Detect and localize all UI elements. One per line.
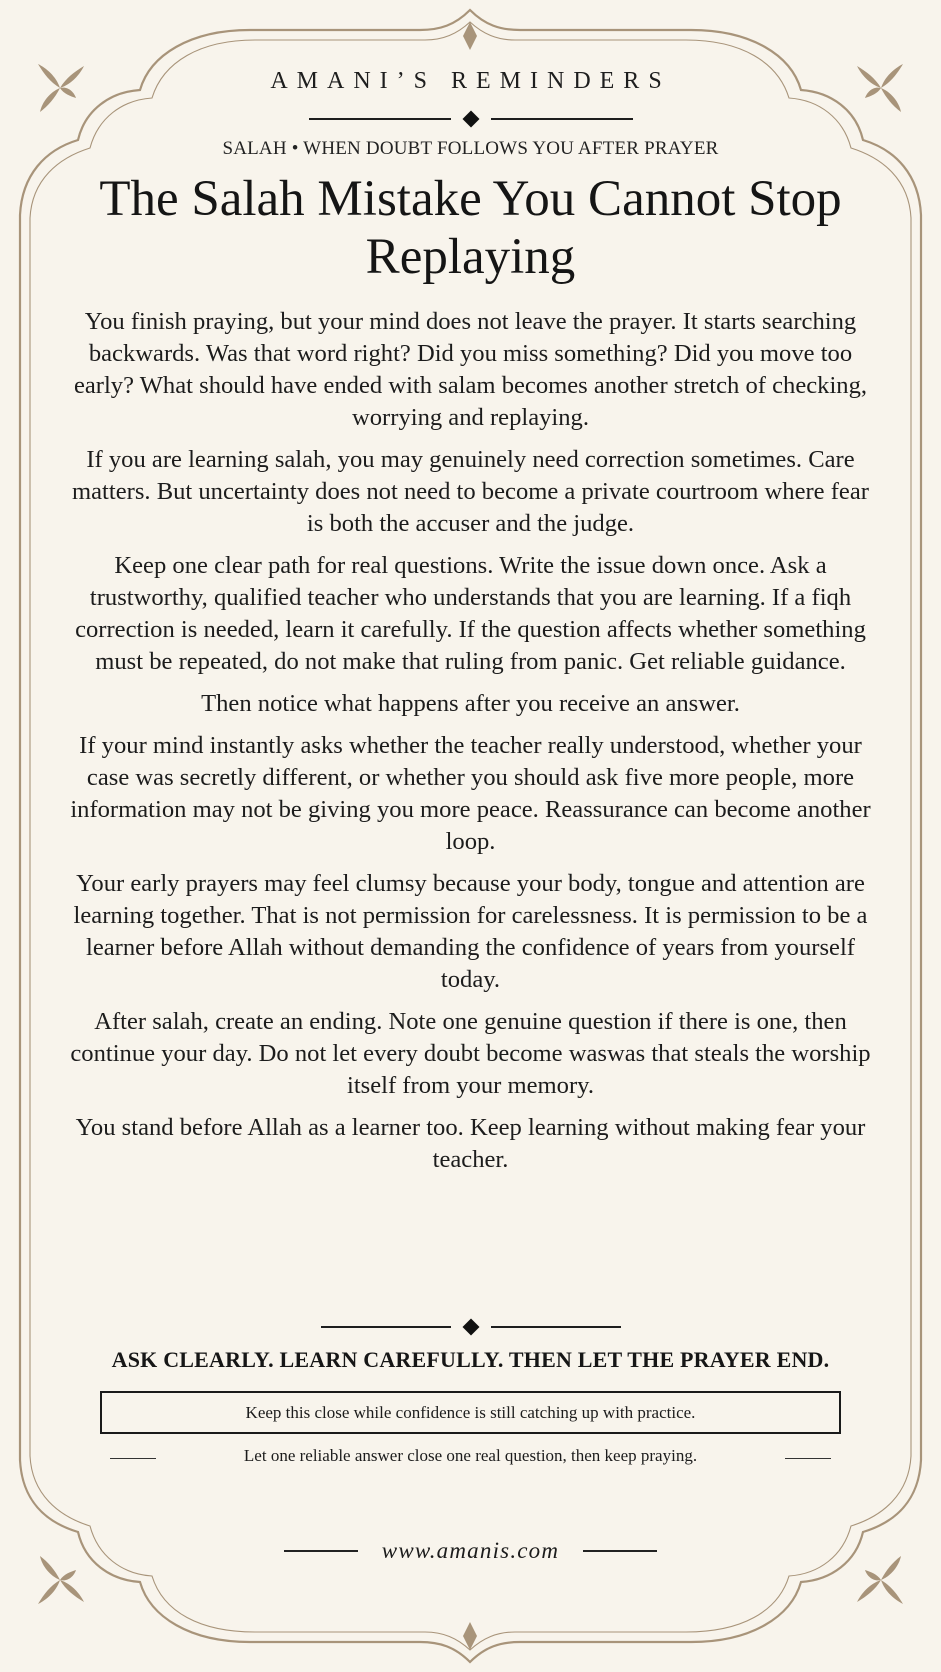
paragraph: Your early prayers may feel clumsy because your body, tongue and attention are learning together. That is not permission for carelessness. It is permission to be a learner before Allah without demanding the confidence of years from yourself today. [73,870,868,993]
keep-note: Keep this close while confidence is still catching up with practice. [245,1402,696,1422]
footer-divider [0,1321,941,1333]
divider-line [785,1458,831,1459]
divider-line [321,1326,451,1328]
divider-line [110,1458,156,1459]
paragraph: Then notice what happens after you receive an answer. [201,690,740,717]
paragraph: After salah, create an ending. Note one genuine question if there is one, then continue your day. Do not let every doubt become waswas that steals the worship itself from your memory. [70,1008,871,1099]
divider-line [491,1326,621,1328]
divider-line [284,1550,358,1551]
subtitle: SALAH • WHEN DOUBT FOLLOWS YOU AFTER PRAYER [222,138,719,159]
header-divider [0,113,941,125]
paragraph: You stand before Allah as a learner too. Keep learning without making fear your teacher. [75,1114,866,1173]
divider-line [309,118,451,120]
brand-name: AMANI’S REMINDERS [270,68,671,94]
keep-note-box [100,1391,841,1434]
paragraph: If you are learning salah, you may genuinely need correction sometimes. Care matters. But uncertainty does not need to become a private courtroom where fear is both the accuser and the judge. [72,446,869,537]
paragraph: You finish praying, but your mind does not leave the prayer. It starts searching backwards. Was that word right? Did you miss something? Did you move too early? What should have ended with salam becomes another stretch of checking, worrying and replaying. [73,308,868,431]
website-link[interactable]: www.amanis.com [381,1538,560,1563]
paragraph: Keep one clear path for real questions. Write the issue down once. Ask a trustworthy, qualified teacher who understands that you are learning. If a fiqh correction is needed, learn it carefully. If the question affects whether something must be repeated, do not make that ruling from panic. Get reliable guidance. [75,552,866,675]
closing-note-row [0,1446,941,1466]
page-title: The Salah Mistake You Cannot Stop Replaying [99,171,842,285]
divider-line [491,118,633,120]
diamond-icon [462,111,479,128]
diamond-icon [462,1319,479,1336]
paragraph: If your mind instantly asks whether the teacher really understood, whether your case was secretly different, or whether you should ask five more people, more information may not be giving you more peace. Reassurance can become another loop. [70,732,871,855]
tagline: ASK CLEARLY. LEARN CAREFULLY. THEN LET THE PRAYER END. [111,1347,830,1372]
article-body [68,306,873,1186]
website-row [0,1538,941,1564]
closing-note: Let one reliable answer close one real question, then keep praying. [243,1446,698,1465]
divider-line [583,1550,657,1551]
